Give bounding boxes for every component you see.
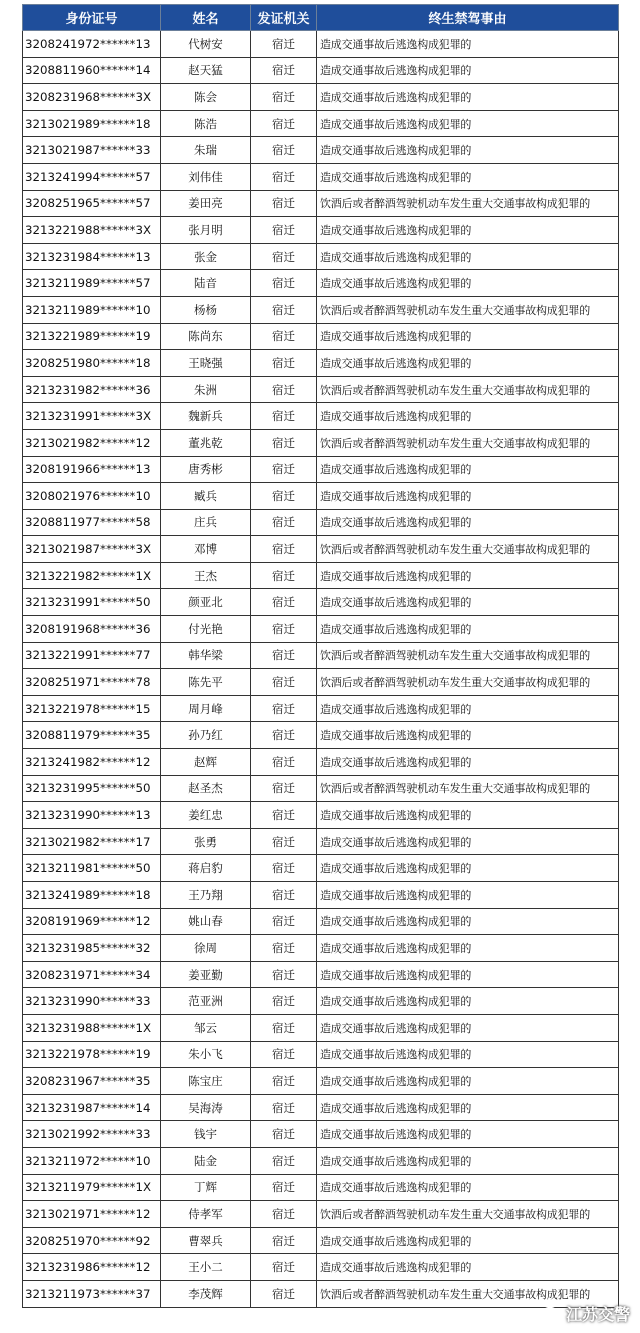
id-cell: 3213021971******12	[23, 1201, 161, 1228]
org-cell: 宿迁	[251, 1121, 317, 1148]
id-cell: 3213211973******37	[23, 1280, 161, 1307]
reason-cell: 饮酒后或者醉酒驾驶机动车发生重大交通事故构成犯罪的	[317, 775, 619, 802]
org-cell: 宿迁	[251, 1201, 317, 1228]
table-row	[23, 163, 619, 190]
id-cell: 3213211989******57	[23, 270, 161, 297]
name-cell: 董兆乾	[161, 429, 251, 456]
table-row	[23, 1094, 619, 1121]
org-cell: 宿迁	[251, 509, 317, 536]
table-row	[23, 1041, 619, 1068]
org-cell: 宿迁	[251, 323, 317, 350]
reason-cell: 造成交通事故后逃逸构成犯罪的	[317, 1121, 619, 1148]
id-cell: 3208241972******13	[23, 31, 161, 58]
reason-cell: 造成交通事故后逃逸构成犯罪的	[317, 217, 619, 244]
reason-cell: 造成交通事故后逃逸构成犯罪的	[317, 1014, 619, 1041]
reason-cell: 造成交通事故后逃逸构成犯罪的	[317, 749, 619, 776]
table-row	[23, 749, 619, 776]
org-cell: 宿迁	[251, 84, 317, 111]
table-row	[23, 456, 619, 483]
name-cell: 王晓强	[161, 350, 251, 377]
id-cell: 3213221988******3X	[23, 217, 161, 244]
table-row	[23, 190, 619, 217]
table-row	[23, 270, 619, 297]
name-cell: 姚山春	[161, 908, 251, 935]
org-cell: 宿迁	[251, 961, 317, 988]
reason-cell: 饮酒后或者醉酒驾驶机动车发生重大交通事故构成犯罪的	[317, 642, 619, 669]
table-row	[23, 84, 619, 111]
id-cell: 3213231988******1X	[23, 1014, 161, 1041]
table-row	[23, 1254, 619, 1281]
id-cell: 3208811977******58	[23, 509, 161, 536]
reason-cell: 造成交通事故后逃逸构成犯罪的	[317, 562, 619, 589]
name-cell: 陈会	[161, 84, 251, 111]
name-cell: 邹云	[161, 1014, 251, 1041]
reason-cell: 饮酒后或者醉酒驾驶机动车发生重大交通事故构成犯罪的	[317, 429, 619, 456]
id-cell: 3208811960******14	[23, 57, 161, 84]
column-header-name: 姓名	[161, 5, 251, 31]
table-row	[23, 961, 619, 988]
id-cell: 3208231967******35	[23, 1068, 161, 1095]
table-row	[23, 642, 619, 669]
id-cell: 3213021982******17	[23, 828, 161, 855]
table-row	[23, 350, 619, 377]
org-cell: 宿迁	[251, 935, 317, 962]
table-row	[23, 1014, 619, 1041]
reason-cell: 造成交通事故后逃逸构成犯罪的	[317, 243, 619, 270]
table-row	[23, 775, 619, 802]
id-cell: 3213231990******13	[23, 802, 161, 829]
org-cell: 宿迁	[251, 1147, 317, 1174]
table-row	[23, 1147, 619, 1174]
name-cell: 赵辉	[161, 749, 251, 776]
org-cell: 宿迁	[251, 403, 317, 430]
name-cell: 庄兵	[161, 509, 251, 536]
org-cell: 宿迁	[251, 589, 317, 616]
org-cell: 宿迁	[251, 456, 317, 483]
id-cell: 3208251971******78	[23, 669, 161, 696]
name-cell: 颜亚北	[161, 589, 251, 616]
reason-cell: 造成交通事故后逃逸构成犯罪的	[317, 908, 619, 935]
reason-cell: 造成交通事故后逃逸构成犯罪的	[317, 1094, 619, 1121]
reason-cell: 造成交通事故后逃逸构成犯罪的	[317, 31, 619, 58]
reason-cell: 造成交通事故后逃逸构成犯罪的	[317, 882, 619, 909]
org-cell: 宿迁	[251, 1014, 317, 1041]
org-cell: 宿迁	[251, 828, 317, 855]
org-cell: 宿迁	[251, 536, 317, 563]
column-header-reason: 终生禁驾事由	[317, 5, 619, 31]
org-cell: 宿迁	[251, 722, 317, 749]
name-cell: 蒋启豹	[161, 855, 251, 882]
name-cell: 张勇	[161, 828, 251, 855]
id-cell: 3213021992******33	[23, 1121, 161, 1148]
table-row	[23, 323, 619, 350]
name-cell: 陈宝庄	[161, 1068, 251, 1095]
id-cell: 3213221978******19	[23, 1041, 161, 1068]
reason-cell: 造成交通事故后逃逸构成犯罪的	[317, 57, 619, 84]
id-cell: 3208191969******12	[23, 908, 161, 935]
name-cell: 王杰	[161, 562, 251, 589]
id-cell: 3213021982******12	[23, 429, 161, 456]
reason-cell: 造成交通事故后逃逸构成犯罪的	[317, 350, 619, 377]
name-cell: 陈浩	[161, 110, 251, 137]
table-header	[23, 5, 619, 31]
table-row	[23, 110, 619, 137]
table-row	[23, 669, 619, 696]
id-cell: 3208191968******36	[23, 616, 161, 643]
name-cell: 邓博	[161, 536, 251, 563]
org-cell: 宿迁	[251, 243, 317, 270]
table-row	[23, 882, 619, 909]
table-row	[23, 908, 619, 935]
org-cell: 宿迁	[251, 296, 317, 323]
org-cell: 宿迁	[251, 376, 317, 403]
table-row	[23, 1227, 619, 1254]
table-row	[23, 429, 619, 456]
id-cell: 3213221978******15	[23, 695, 161, 722]
id-cell: 3208191966******13	[23, 456, 161, 483]
name-cell: 侍孝军	[161, 1201, 251, 1228]
name-cell: 朱瑞	[161, 137, 251, 164]
table-row	[23, 57, 619, 84]
reason-cell: 饮酒后或者醉酒驾驶机动车发生重大交通事故构成犯罪的	[317, 1280, 619, 1307]
table-row	[23, 695, 619, 722]
table-row	[23, 536, 619, 563]
org-cell: 宿迁	[251, 137, 317, 164]
id-cell: 3213221982******1X	[23, 562, 161, 589]
reason-cell: 造成交通事故后逃逸构成犯罪的	[317, 456, 619, 483]
org-cell: 宿迁	[251, 1094, 317, 1121]
reason-cell: 饮酒后或者醉酒驾驶机动车发生重大交通事故构成犯罪的	[317, 669, 619, 696]
org-cell: 宿迁	[251, 163, 317, 190]
table-row	[23, 217, 619, 244]
table-row	[23, 509, 619, 536]
id-cell: 3208021976******10	[23, 483, 161, 510]
org-cell: 宿迁	[251, 270, 317, 297]
id-cell: 3213231987******14	[23, 1094, 161, 1121]
name-cell: 姜亚勤	[161, 961, 251, 988]
reason-cell: 造成交通事故后逃逸构成犯罪的	[317, 828, 619, 855]
org-cell: 宿迁	[251, 988, 317, 1015]
reason-cell: 造成交通事故后逃逸构成犯罪的	[317, 695, 619, 722]
reason-cell: 造成交通事故后逃逸构成犯罪的	[317, 961, 619, 988]
org-cell: 宿迁	[251, 616, 317, 643]
name-cell: 陆音	[161, 270, 251, 297]
reason-cell: 造成交通事故后逃逸构成犯罪的	[317, 1227, 619, 1254]
table-row	[23, 243, 619, 270]
table-row	[23, 31, 619, 58]
table-row	[23, 589, 619, 616]
reason-cell: 造成交通事故后逃逸构成犯罪的	[317, 1147, 619, 1174]
reason-cell: 造成交通事故后逃逸构成犯罪的	[317, 616, 619, 643]
reason-cell: 造成交通事故后逃逸构成犯罪的	[317, 163, 619, 190]
id-cell: 3213211981******50	[23, 855, 161, 882]
reason-cell: 造成交通事故后逃逸构成犯罪的	[317, 988, 619, 1015]
org-cell: 宿迁	[251, 31, 317, 58]
reason-cell: 造成交通事故后逃逸构成犯罪的	[317, 1174, 619, 1201]
name-cell: 李茂辉	[161, 1280, 251, 1307]
org-cell: 宿迁	[251, 562, 317, 589]
reason-cell: 造成交通事故后逃逸构成犯罪的	[317, 403, 619, 430]
table-row	[23, 1280, 619, 1307]
id-cell: 3213211979******1X	[23, 1174, 161, 1201]
name-cell: 周月峰	[161, 695, 251, 722]
name-cell: 代树安	[161, 31, 251, 58]
name-cell: 徐周	[161, 935, 251, 962]
name-cell: 赵天猛	[161, 57, 251, 84]
name-cell: 陈尚东	[161, 323, 251, 350]
id-cell: 3213231984******13	[23, 243, 161, 270]
table-row	[23, 483, 619, 510]
watermark	[542, 1302, 630, 1325]
org-cell: 宿迁	[251, 775, 317, 802]
name-cell: 张月明	[161, 217, 251, 244]
id-cell: 3208231971******34	[23, 961, 161, 988]
org-cell: 宿迁	[251, 669, 317, 696]
id-cell: 3213231986******12	[23, 1254, 161, 1281]
wechat-icon	[542, 1306, 562, 1322]
table-row	[23, 1174, 619, 1201]
name-cell: 姜田亮	[161, 190, 251, 217]
column-header-id: 身份证号	[23, 5, 161, 31]
reason-cell: 造成交通事故后逃逸构成犯罪的	[317, 855, 619, 882]
table-body	[23, 31, 619, 1308]
org-cell: 宿迁	[251, 1068, 317, 1095]
name-cell: 付光艳	[161, 616, 251, 643]
ban-table	[22, 4, 619, 1308]
id-cell: 3213241989******18	[23, 882, 161, 909]
name-cell: 陆金	[161, 1147, 251, 1174]
name-cell: 孙乃红	[161, 722, 251, 749]
org-cell: 宿迁	[251, 190, 317, 217]
org-cell: 宿迁	[251, 1041, 317, 1068]
table-row	[23, 935, 619, 962]
id-cell: 3213231991******3X	[23, 403, 161, 430]
table-row	[23, 1201, 619, 1228]
id-cell: 3213021989******18	[23, 110, 161, 137]
org-cell: 宿迁	[251, 642, 317, 669]
name-cell: 王小二	[161, 1254, 251, 1281]
reason-cell: 造成交通事故后逃逸构成犯罪的	[317, 589, 619, 616]
id-cell: 3213231985******32	[23, 935, 161, 962]
reason-cell: 造成交通事故后逃逸构成犯罪的	[317, 110, 619, 137]
table-row	[23, 616, 619, 643]
name-cell: 曹翠兵	[161, 1227, 251, 1254]
reason-cell: 造成交通事故后逃逸构成犯罪的	[317, 84, 619, 111]
reason-cell: 造成交通事故后逃逸构成犯罪的	[317, 1068, 619, 1095]
id-cell: 3213021987******3X	[23, 536, 161, 563]
id-cell: 3213021987******33	[23, 137, 161, 164]
id-cell: 3208251980******18	[23, 350, 161, 377]
table-row	[23, 562, 619, 589]
org-cell: 宿迁	[251, 110, 317, 137]
id-cell: 3208231968******3X	[23, 84, 161, 111]
table-row	[23, 722, 619, 749]
reason-cell: 饮酒后或者醉酒驾驶机动车发生重大交通事故构成犯罪的	[317, 376, 619, 403]
org-cell: 宿迁	[251, 483, 317, 510]
name-cell: 陈先平	[161, 669, 251, 696]
table-row	[23, 828, 619, 855]
id-cell: 3213231990******33	[23, 988, 161, 1015]
org-cell: 宿迁	[251, 57, 317, 84]
id-cell: 3213241994******57	[23, 163, 161, 190]
table-row	[23, 1121, 619, 1148]
id-cell: 3213231982******36	[23, 376, 161, 403]
name-cell: 王乃翔	[161, 882, 251, 909]
org-cell: 宿迁	[251, 1174, 317, 1201]
reason-cell: 饮酒后或者醉酒驾驶机动车发生重大交通事故构成犯罪的	[317, 536, 619, 563]
table-row	[23, 1068, 619, 1095]
reason-cell: 造成交通事故后逃逸构成犯罪的	[317, 722, 619, 749]
id-cell: 3213211972******10	[23, 1147, 161, 1174]
reason-cell: 造成交通事故后逃逸构成犯罪的	[317, 483, 619, 510]
table-row	[23, 137, 619, 164]
name-cell: 臧兵	[161, 483, 251, 510]
org-cell: 宿迁	[251, 1280, 317, 1307]
table-row	[23, 296, 619, 323]
id-cell: 3213211989******10	[23, 296, 161, 323]
name-cell: 丁辉	[161, 1174, 251, 1201]
org-cell: 宿迁	[251, 1254, 317, 1281]
name-cell: 钱宇	[161, 1121, 251, 1148]
reason-cell: 饮酒后或者醉酒驾驶机动车发生重大交通事故构成犯罪的	[317, 296, 619, 323]
table-row	[23, 403, 619, 430]
reason-cell: 造成交通事故后逃逸构成犯罪的	[317, 270, 619, 297]
column-header-org: 发证机关	[251, 5, 317, 31]
name-cell: 张金	[161, 243, 251, 270]
name-cell: 吴海涛	[161, 1094, 251, 1121]
id-cell: 3208251965******57	[23, 190, 161, 217]
reason-cell: 造成交通事故后逃逸构成犯罪的	[317, 1041, 619, 1068]
id-cell: 3213231995******50	[23, 775, 161, 802]
reason-cell: 造成交通事故后逃逸构成犯罪的	[317, 137, 619, 164]
org-cell: 宿迁	[251, 882, 317, 909]
org-cell: 宿迁	[251, 429, 317, 456]
reason-cell: 造成交通事故后逃逸构成犯罪的	[317, 1254, 619, 1281]
reason-cell: 造成交通事故后逃逸构成犯罪的	[317, 509, 619, 536]
name-cell: 唐秀彬	[161, 456, 251, 483]
id-cell: 3213221991******77	[23, 642, 161, 669]
driving-ban-list	[22, 4, 618, 1308]
org-cell: 宿迁	[251, 855, 317, 882]
name-cell: 杨杨	[161, 296, 251, 323]
id-cell: 3213241982******12	[23, 749, 161, 776]
name-cell: 范亚洲	[161, 988, 251, 1015]
id-cell: 3213221989******19	[23, 323, 161, 350]
org-cell: 宿迁	[251, 908, 317, 935]
org-cell: 宿迁	[251, 217, 317, 244]
name-cell: 朱洲	[161, 376, 251, 403]
name-cell: 魏新兵	[161, 403, 251, 430]
reason-cell: 造成交通事故后逃逸构成犯罪的	[317, 802, 619, 829]
org-cell: 宿迁	[251, 350, 317, 377]
reason-cell: 饮酒后或者醉酒驾驶机动车发生重大交通事故构成犯罪的	[317, 1201, 619, 1228]
id-cell: 3208811979******35	[23, 722, 161, 749]
name-cell: 姜红忠	[161, 802, 251, 829]
reason-cell: 造成交通事故后逃逸构成犯罪的	[317, 935, 619, 962]
id-cell: 3213231991******50	[23, 589, 161, 616]
org-cell: 宿迁	[251, 1227, 317, 1254]
org-cell: 宿迁	[251, 802, 317, 829]
table-row	[23, 376, 619, 403]
table-row	[23, 855, 619, 882]
table-row	[23, 988, 619, 1015]
name-cell: 赵圣杰	[161, 775, 251, 802]
name-cell: 刘伟佳	[161, 163, 251, 190]
name-cell: 朱小飞	[161, 1041, 251, 1068]
watermark-text: 江苏交警	[565, 1305, 630, 1324]
org-cell: 宿迁	[251, 695, 317, 722]
reason-cell: 饮酒后或者醉酒驾驶机动车发生重大交通事故构成犯罪的	[317, 190, 619, 217]
reason-cell: 造成交通事故后逃逸构成犯罪的	[317, 323, 619, 350]
table-row	[23, 802, 619, 829]
name-cell: 韩华梁	[161, 642, 251, 669]
org-cell: 宿迁	[251, 749, 317, 776]
id-cell: 3208251970******92	[23, 1227, 161, 1254]
